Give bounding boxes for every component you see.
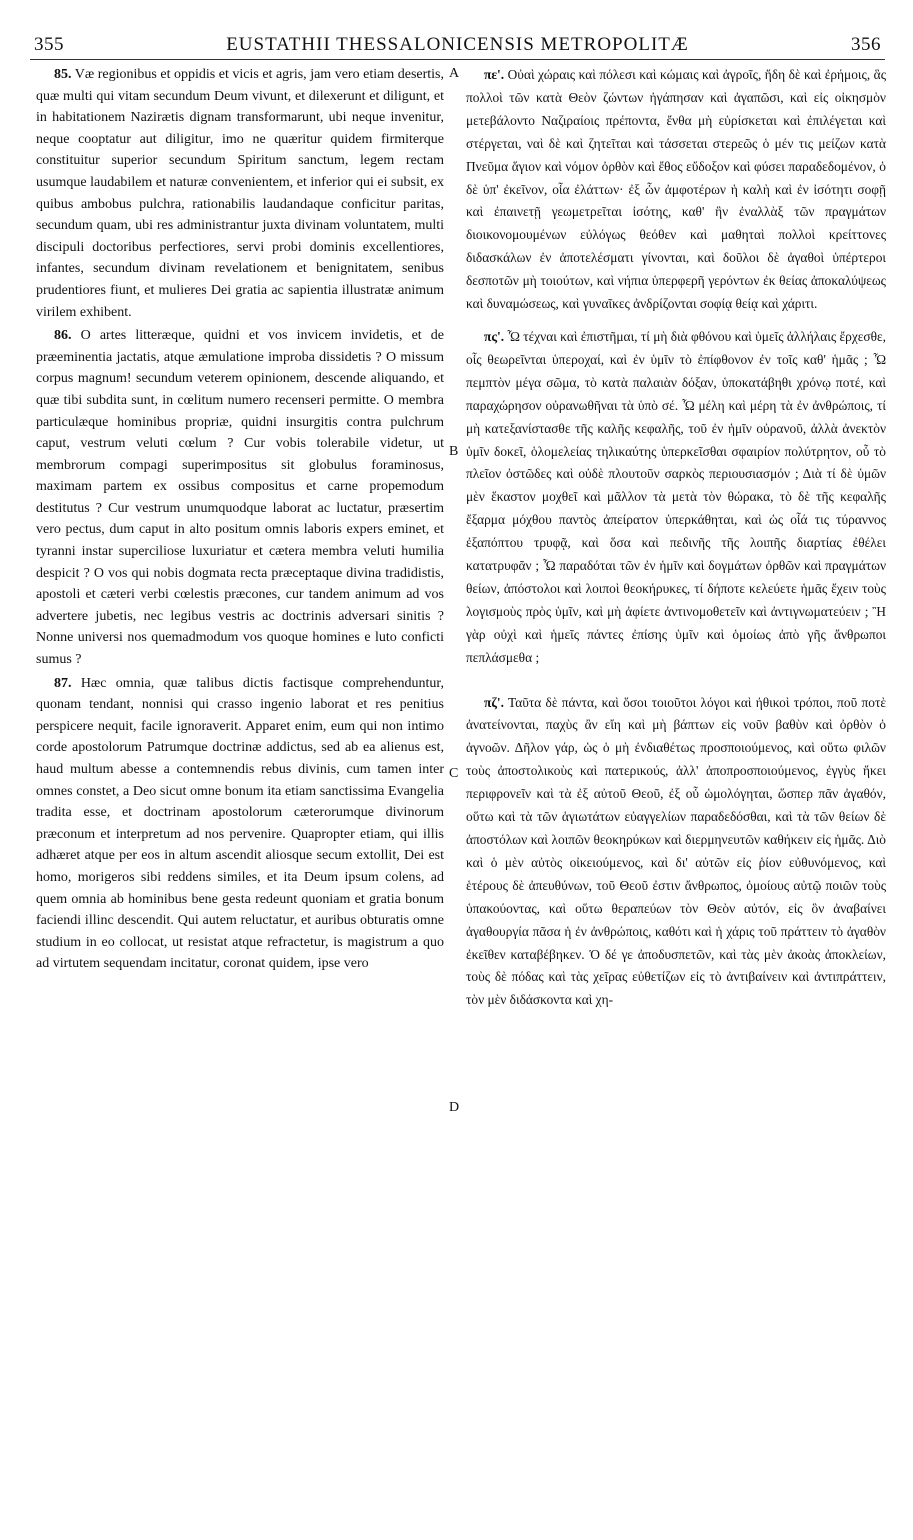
greek-paragraph-86 [466, 326, 886, 670]
margin-marker-c: C [449, 766, 459, 781]
greek-paragraph-87 [466, 692, 886, 1013]
greek-column [466, 64, 886, 1012]
page-number-right: 356 [851, 34, 881, 55]
latin-paragraph-86 [36, 325, 444, 671]
greek-paragraph-85 [466, 64, 886, 316]
latin-paragraph-85 [36, 64, 444, 323]
paragraph-number: πζ'. [484, 694, 504, 710]
paragraph-number: 85. [54, 67, 72, 82]
paragraph-text: Væ regionibus et oppidis et vicis et agris, jam vero etiam desertis, quæ multi qui vitam secundum Deum vivunt, et dilexerunt et diligunt, et in habitationem Nazirætis dignam transformarunt, ubi neque invenitur, neque cooptatur aut diligitur, imo ne quæritur quidem firmiterque constituitur superior secundum Spiritum sanctum, legem rectam usumque laudabilem et naturæ convenientem, et inferior qui ei subsit, ex quibus ambobus pulchra, rationabilis laudandaque conficitur paritas, secundum quam, ubi res administrantur juxta divinam voluntatem, multi discipuli doctoribus perfectiores, servi probi dominis excellentiores, infantes, secundum divinam revelationem et benignitatem, senibus prudentiores fiunt, et mulieres Dei gratia ac sapientia illustratæ animum virilem exhibent. [36, 67, 445, 320]
paragraph-number: 86. [54, 328, 72, 344]
paragraph-text: O artes litteræque, quidni et vos invicem invidetis, et de præeminentia jactatis, atque æmulatione improba dissidetis ? O missum corpus magnum! secundum veterem opinionem, descende aliquando, et quæ tibi subdita sunt, in cœlitum numero recenseri permitte. O membra particulæque hominibus propriæ, quidni insurgitis contra pulchrum caput, vestrum veluti cœlum ? Cur vobis tolerabile videtur, ut membrorum compagi superimpositus sit globulus foraminosus, maximam partem ex ossibus compositus et carne propemodum destitutus ? Cur vestrum unumquodque laborat ac luctatur, præsertim vero pectus, dum caput in alto positum omnis laboris expers eminet, et tyranni instar superciliose luxuriatur et cætera membra veluti humilia despicit ? O vos qui nobis dogmata recta præceptaque divina tradidistis, apostoli et cæteri verbi cœlestis præcones, cur tandem animum ad vos advertere jubetis, nec legibus vestris ac doctrinis adversari sinitis ? Nonne universi nos quemadmodum vos quoque homines e luto conficti sumus ? [36, 328, 444, 668]
running-title: EUSTATHII THESSALONICENSIS METROPOLITÆ [226, 34, 689, 55]
latin-paragraph-87 [36, 673, 444, 975]
margin-marker-a: A [449, 66, 460, 81]
paragraph-text: Οὐαὶ χώραις καὶ πόλεσι καὶ κώμαις καὶ ἀγροῖς, ἤδη δὲ καὶ ἐρήμοις, ἃς πολλοὶ τῶν κατὰ Θεὸν ζώντων ἠγάπησαν καὶ ἀγαπῶσι, καὶ εἰς οἰκησμὸν μετεβάλοντο Ναζιραίοις πρέποντα, ἔνθα μὴ εὑρίσκεται καὶ ἐπιλέγεται καὶ στέργεται, ναὶ δὲ καὶ ζητεῖται καὶ τάσσεται στερεῶς ὁ μέν τις μείζων κατὰ Πνεῦμα ἅγιον καὶ νόμον ὀρθὸν καὶ ἔθος εὔδοξον καὶ φύσει παραδεδομένον, ὁ δὲ ὑπ' ἐκεῖνον, οἷα ἐλάττων· ἐξ ὧν ἀμφοτέρων ἡ καλὴ καὶ ἐν ἰσότητι σοφῇ καὶ ἐπαινετῇ γεωμετρεῖται ἰσότης, καθ' ἣν ἐναλλὰξ τῶν πραγμάτων διοικονομουμένων εὐλόγως θεόθεν καὶ μαθηταὶ πολλοὶ κρείττονες διδασκάλων ἐν ἀποτελέσματι γίνονται, καὶ δοῦλοι δὲ ἀγαθοὶ ὑπέρτεροι δεσποτῶν μὴ τοιούτων, καὶ νήπια ὑπερφερῆ γερόντων ἐκ θείας ἀποκαλύψεως καὶ δυναμώσεως, καὶ γυναῖκες ἀνδρίζονται σοφίᾳ θείᾳ καὶ χάριτι. [466, 67, 886, 312]
paragraph-text: Hæc omnia, quæ talibus dictis factisque comprehenduntur, quonam tendant, nonnisi qui crasso ingenio laborat et res penitius perspicere nequit, facile ignoraverit. Apparet enim, eum qui non intimo corde apostolorum Patrumque doctrinæ addictus, sed ab ea alienus est, haud multum abesse a contemnendis rebus divinis, cum tamen inter omnes constet, a Deo sicut omne bonum ita etiam sanctissima Evangelia tradita esse, et doctrinam apostolorum cæterorumque divinorum præconum et interpretum ad nos pervenire. Quapropter etiam, qui illis adhæret atque per eos in altum ascendit aliosque secum extollit, Dei est homo, morigeros sibi reddens similes, et ita Deum ipsum colens, ad quem omnia ab hominibus bene gesta redeunt quoniam et gratia bonum faciendi illinc descendit. Qui autem reluctatur, et auribus obturatis omne studium in eo collocat, ut resistat atque refractetur, is magistrum a quo ad virtutem sequendam incitatur, coronat quidem, ipse vero [36, 675, 445, 972]
page-number-left: 355 [34, 34, 64, 55]
margin-marker-b: B [449, 444, 459, 459]
page-header [30, 30, 885, 60]
latin-column [36, 64, 444, 975]
paragraph-number: πς'. [484, 328, 505, 344]
margin-marker-d: D [449, 1100, 460, 1115]
paragraph-text: Ταῦτα δὲ πάντα, καὶ ὅσοι τοιοῦτοι λόγοι καὶ ἠθικοὶ τρόποι, ποῦ ποτὲ ἀνατείνονται, παχὺς ἂν εἴη καὶ μὴ βάπτων εἰς νοῦν βαθὺν καὶ ὀρθὸν ὁ ἀγνοῶν. Δῆλον γάρ, ὡς ὁ μὴ ἐνδιαθέτως προσποιούμενος, καὶ οὕτω φιλῶν τοὺς ἀποστολικοὺς καὶ πατερικούς, ἀλλ' ἀποπροσποιούμενος, ἐγγὺς ἥκει περιφρονεῖν καὶ τὰ ἐξ αὐτοῦ Θεοῦ, ἐξ οὗ ὡμολόγηται, ὥσπερ πᾶν ἀγαθόν, οὕτω καὶ τὰ τῶν ἁγιωτάτων εὐαγγελίων παραδεδόσθαι, καὶ τὰ τῶν θείων δὲ ἀποστόλων καὶ λοιπῶν θεοκηρύκων καὶ διερμηνευτῶν καθήκειν εἰς ἡμᾶς. Διὸ καὶ ὁ μὲν αὐτὸς οἰκειούμενος, καὶ δι' αὐτῶν εἰς ῥίον εὐθυνόμενος, καὶ ἑτέρους δὲ ἀπευθύνων, τοῦ Θεοῦ ἐστιν ἄνθρωπος, ὁμοίους αὐτῷ ποιῶν τοὺς ὑπακούοντας, καὶ οὕτω θεραπεύων τὸν Θεὸν αὐτόν, εἰς ὃν ἀναβαίνει ἀγαθουργία πᾶσα ἡ ἐν ἀνθρώποις, καθότι καὶ ἡ χάρις τοῦ πράττειν τὸ ἀγαθὸν ἐκεῖθεν καταβέβηκεν. Ὁ δέ γε ἀποδυσπετῶν, καὶ τὰς μὲν ἀκοὰς ἀποκλείων, τοὺς δὲ πόδας καὶ τὰς χεῖρας εὐθετίζων εἰς τὸ ἀντιβαίνειν καὶ ἀντιπράττειν, τὸν μὲν διδάσκοντα καὶ χη- [466, 694, 886, 1008]
header-rule [30, 59, 885, 60]
paragraph-number: 87. [54, 675, 72, 691]
paragraph-number: πε'. [484, 67, 505, 82]
paragraph-text: Ὦ τέχναι καὶ ἐπιστῆμαι, τί μὴ διὰ φθόνου καὶ ὑμεῖς ἀλλήλαις ἔρχεσθε, οἷς θεωρεῖνται ὑπεροχαί, καὶ ἐν ὑμῖν τὸ ἐπίφθονον ἐν τοῖς καθ' ἡμᾶς ; Ὦ πεμπτὸν μέγα σῶμα, τὸ κατὰ παλαιὰν δόξαν, ὑποκατάβηθι χρόνῳ ποτέ, καὶ παραχώρησον οὐρανωθῆναι τὰ ὑπὸ σέ. Ὦ μέλη καὶ μέρη τὰ ἐν ἀνθρώποις, τί μὴ κατεξανίστασθε τῆς καλῆς κεφαλῆς, τοῦ ἐν ἡμῖν οὐρανοῦ, ἀλλὰ ἀνεκτὸν ὑμῖν δοκεῖ, ὁλομελείας τηλικαύτης ὑπερκεῖσθαι σφαιρίον πολύτρητον, οὗ τὸ πλεῖον ὀστῶδες καὶ οὐδὲ πλουτοῦν σαρκὸς περιουσιασμόν ; Διὰ τί δὲ ὑμῶν μὲν ἕκαστον μοχθεῖ καὶ μᾶλλον τὰ μετὰ τὸν θώρακα, τὸ δὲ τῆς κεφαλῆς ἔξαρμα μόχθου παντὸς ἀπείρατον ὑπερκάθηται, καὶ ὡς οἷά τις τύραννος ἐξαπόπτου τρυφᾷ, καὶ ὅσα καὶ πεδινῆς τῆς λοιπῆς διαρτίας ἐθέλει κατατρυφᾶν ; Ὦ παραδόται τῶν ἐν ἡμῖν καὶ δογμάτων ὀρθῶν καὶ πραγμάτων θείων, ἀπόστολοι καὶ λοιποὶ θεοκήρυκες, τί δήποτε κελεύετε ἡμᾶς ἔχειν τοὺς λογισμοὺς πρὸς ὑμῖν, καὶ μὴ ἀφίετε ἀντινομοθετεῖν καὶ ἀντιγνωματεύειν ; Ἢ γὰρ οὐχὶ καὶ ἡμεῖς πάντες ἐπίσης ὑμῖν καὶ ὁμοίως ἀπὸ γῆς ἄνθρωποι πεπλάσμεθα ; [466, 328, 886, 665]
